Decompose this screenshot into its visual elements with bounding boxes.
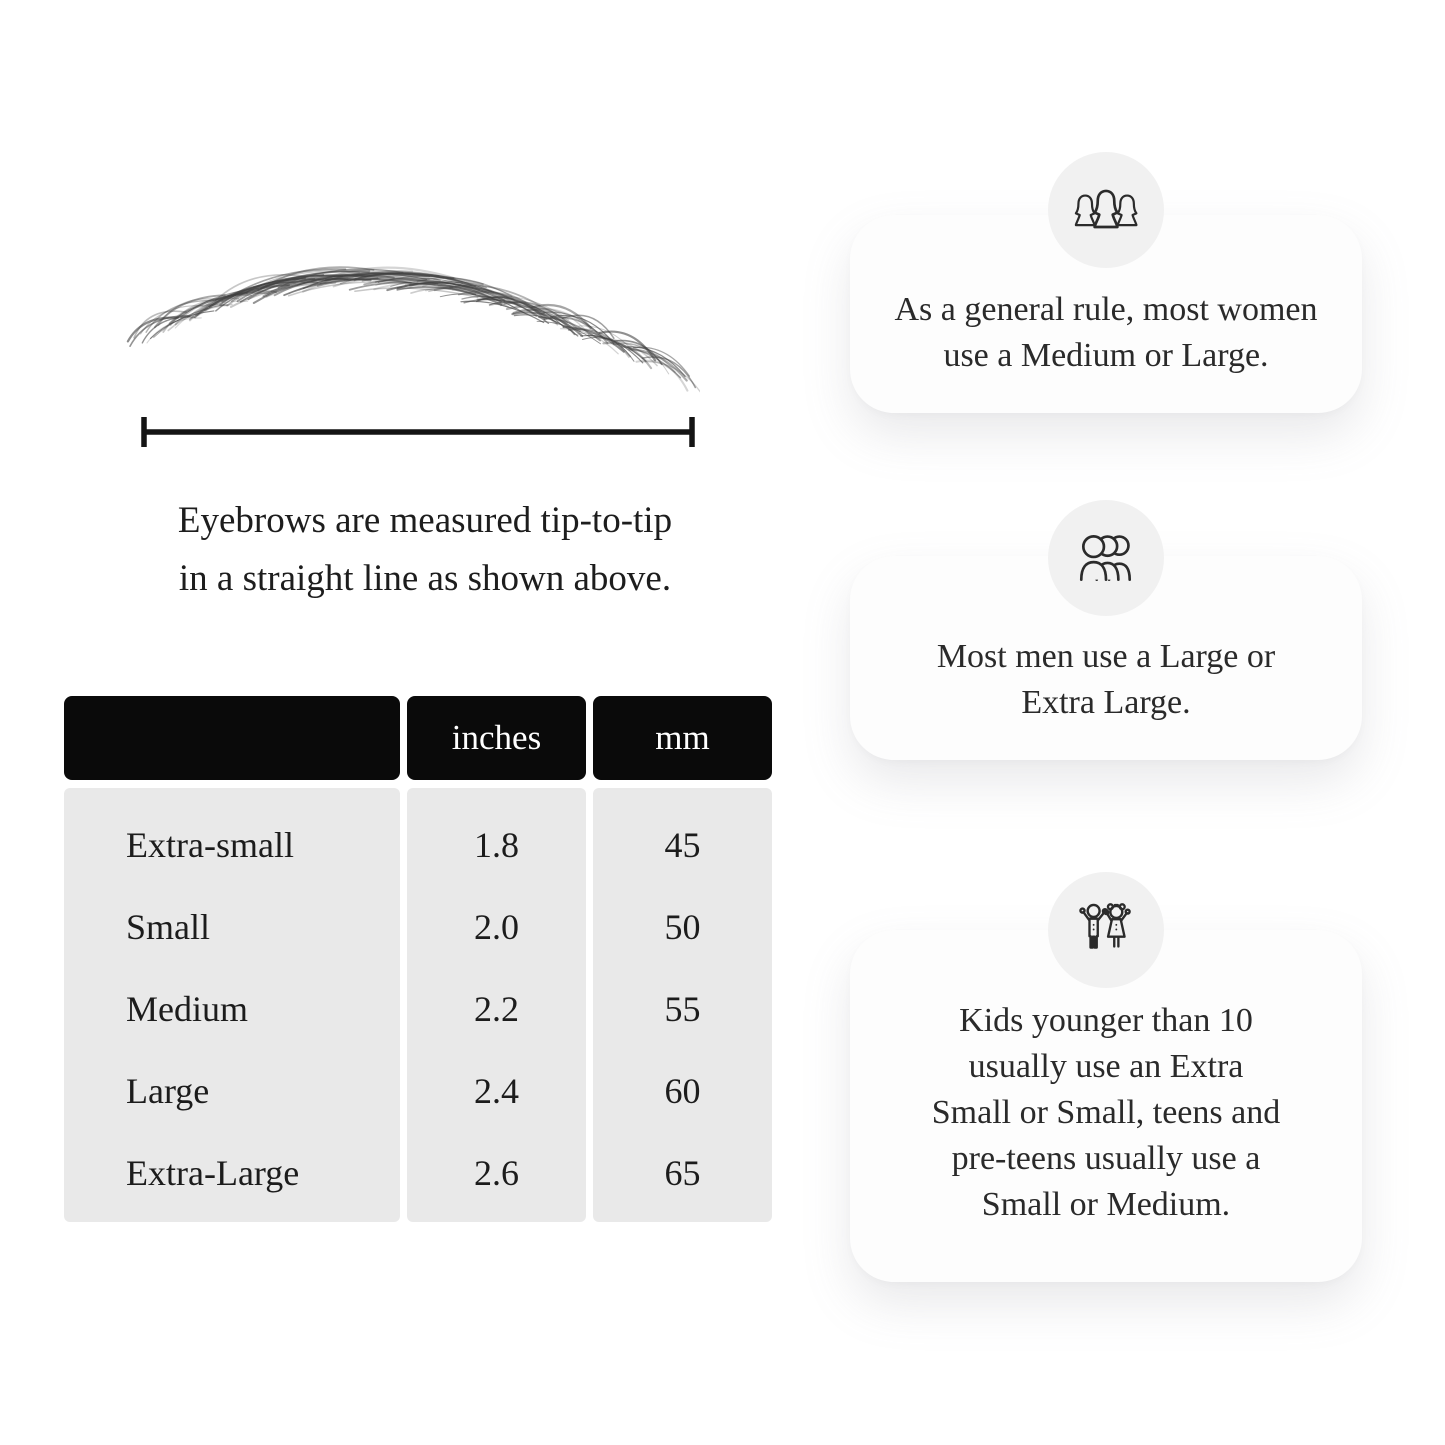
eyebrow-hairs-drawing bbox=[115, 236, 700, 396]
size-label-cell: Extra-small bbox=[126, 825, 294, 865]
kids-icon bbox=[1073, 902, 1139, 958]
size-table bbox=[64, 696, 773, 1222]
size-table-header-blank bbox=[64, 696, 400, 780]
card-text-line: Kids younger than 10 bbox=[959, 1002, 1253, 1039]
size-inches-cell: 2.6 bbox=[474, 1153, 519, 1193]
size-label-cell: Large bbox=[126, 1071, 210, 1111]
men-icon-circle bbox=[1048, 500, 1164, 616]
size-label-cell: Extra-Large bbox=[126, 1153, 300, 1193]
card-text-line: Small or Small, teens and bbox=[931, 1094, 1281, 1131]
kids-icon-circle bbox=[1048, 872, 1164, 988]
measurement-caption bbox=[98, 492, 752, 608]
women-icon-circle bbox=[1048, 152, 1164, 268]
size-mm-cell: 45 bbox=[664, 825, 701, 865]
card-text-line: Extra Large. bbox=[1021, 684, 1191, 721]
size-inches-cell: 2.4 bbox=[474, 1071, 519, 1111]
card-text-line: use a Medium or Large. bbox=[943, 337, 1269, 374]
size-table-column-labels bbox=[64, 788, 400, 1222]
size-label-cell: Medium bbox=[126, 989, 248, 1029]
size-mm-cell: 65 bbox=[664, 1153, 701, 1193]
measurement-line bbox=[140, 415, 696, 449]
size-table-column-inches bbox=[407, 788, 586, 1222]
measurement-line-drawing bbox=[140, 415, 696, 449]
size-inches-cell: 2.2 bbox=[474, 989, 519, 1029]
size-table-header-inches: inches bbox=[407, 696, 586, 780]
women-group-icon bbox=[1073, 184, 1139, 236]
eyebrow-illustration bbox=[115, 236, 700, 396]
size-table-header-mm: mm bbox=[593, 696, 772, 780]
size-inches-cell: 2.0 bbox=[474, 907, 519, 947]
men-group-icon bbox=[1072, 532, 1140, 584]
card-text-line: pre-teens usually use a bbox=[951, 1140, 1261, 1177]
card-text-line: Most men use a Large or bbox=[936, 638, 1276, 675]
size-mm-cell: 55 bbox=[664, 989, 701, 1029]
size-table-header-row bbox=[64, 696, 773, 780]
size-label-cell: Small bbox=[126, 907, 211, 947]
caption-line-1: Eyebrows are measured tip-to-tip bbox=[177, 500, 673, 541]
size-inches-cell: 1.8 bbox=[474, 825, 519, 865]
card-text-line: usually use an Extra bbox=[968, 1048, 1244, 1085]
card-text-line: Small or Medium. bbox=[981, 1186, 1231, 1223]
card-text-line: As a general rule, most women bbox=[894, 291, 1318, 328]
size-table-body bbox=[64, 788, 773, 1222]
caption-line-2: in a straight line as shown above. bbox=[178, 558, 672, 599]
size-mm-cell: 50 bbox=[664, 907, 701, 947]
size-mm-cell: 60 bbox=[664, 1071, 701, 1111]
size-table-column-mm bbox=[593, 788, 772, 1222]
